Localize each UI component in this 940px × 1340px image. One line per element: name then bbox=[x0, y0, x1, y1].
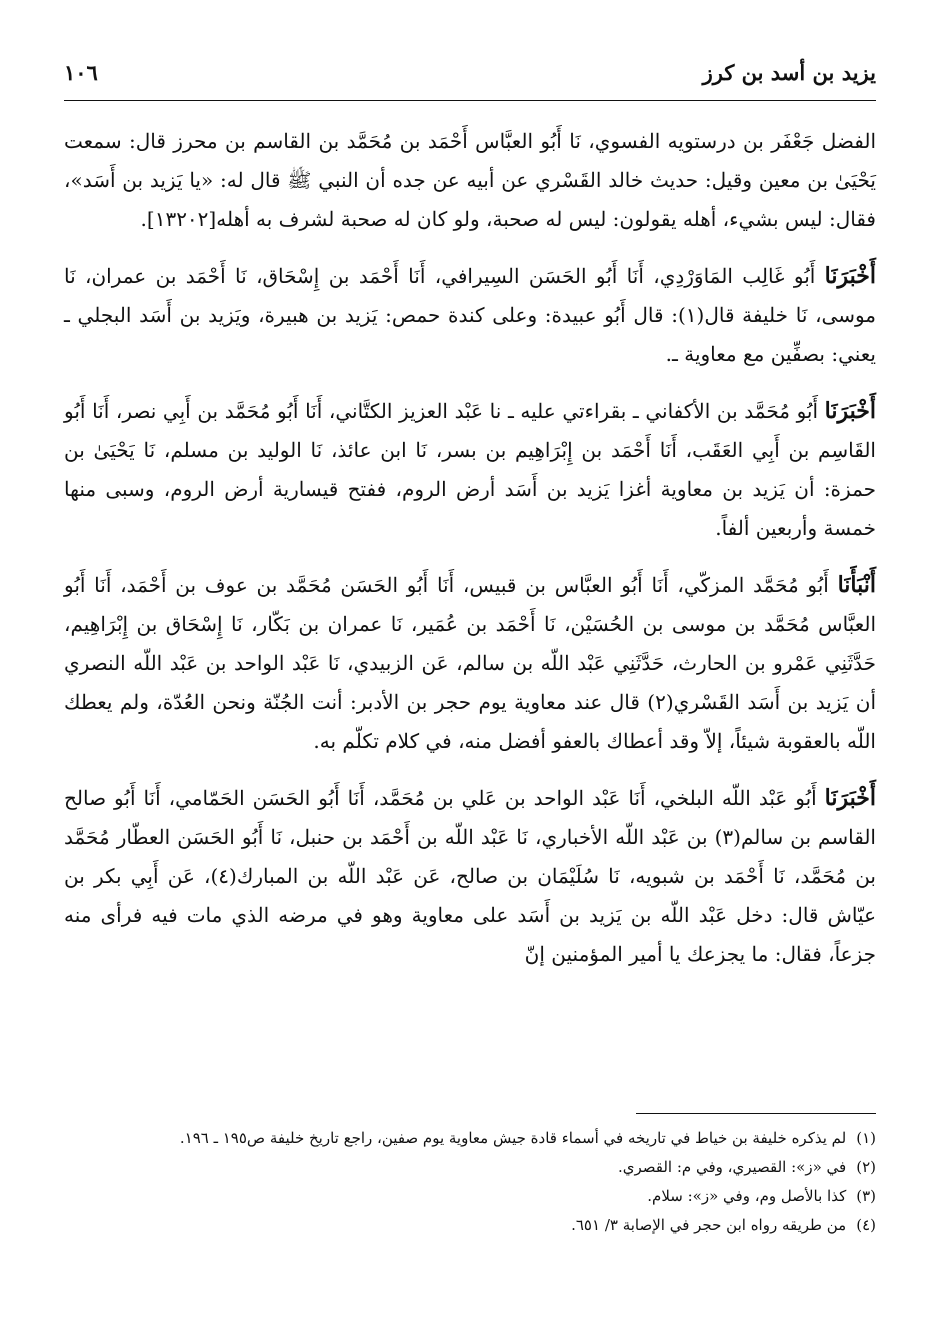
footnote-item bbox=[64, 1153, 876, 1182]
paragraph-3 bbox=[64, 392, 876, 548]
running-title: يزيد بن أسد بن كرز bbox=[702, 60, 876, 85]
paragraph-text: أَبُو غَالِب المَاوَرْدِي، أَنَا أَبُو الحَسَن السِيرافي، أَنَا أَحْمَد بن إِسْحَاق، نَا أَحْمَد بن عمران، نَا موسى، نَا خليفة قال(١): قال أَبُو عبيدة: وعلى كندة حمص: يَزيد بن هبيرة، ويَزيد بن أَسَد البجلي ـ يعني: بصفِّين مع معاوية ـ. bbox=[64, 264, 876, 366]
page-header bbox=[64, 56, 876, 101]
footnote-number: (١) bbox=[856, 1129, 876, 1147]
footnote-text: لم يذكره خليفة بن خياط في تاريخه في أسماء قادة جيش معاوية يوم صفين، راجع تاريخ خليفة ص١٩٥ ـ ١٩٦. bbox=[179, 1129, 847, 1147]
footnote-text: من طريقه رواه ابن حجر في الإصابة ٣/ ٦٥١. bbox=[571, 1216, 847, 1234]
page-number: ١٠٦ bbox=[64, 60, 98, 85]
paragraph-lead: أَخْبَرَنَا bbox=[824, 398, 876, 424]
paragraph-2 bbox=[64, 257, 876, 374]
footnote-item bbox=[64, 1182, 876, 1211]
footnotes bbox=[64, 1124, 876, 1240]
paragraph-text: الفضل جَعْفَر بن درستويه الفسوي، نَا أَبُو العبَّاس أَحْمَد بن مُحَمَّد بن القاسم بن محرز قال: سمعت يَحْيَىٰ بن معين وقيل: حديث خالد القَسْري عن أبيه عن جده أن النبي ﷺ قال له: «يا يَزيد بن أَسَد»، فقال: ليس بشيء، أهله يقولون: ليس له صحبة، ولو كان له صحبة لشرف به أهله[١٣٢٠٢]. bbox=[64, 129, 876, 231]
footnote-text: كذا بالأصل وم، وفي «ز»: سلام. bbox=[647, 1187, 847, 1205]
paragraph-4 bbox=[64, 566, 876, 761]
paragraph-lead: أَنْبَأَنَا bbox=[837, 572, 876, 598]
paragraph-text: أَبُو مُحَمَّد بن الأكفاني ـ بقراءتي عليه ـ نا عَبْد العزيز الكتَّاني، أَنَا أَبُو مُحَمَّد بن أَبِي نصر، أَنَا أَبُو القَاسِم بن أَبِي العَقَب، أَنَا أَحْمَد بن إِبْرَاهِيم بن بسر، نَا ابن عائذ، نَا الوليد بن مسلم، نَا يَحْيَىٰ بن حمزة: أن يَزيد بن معاوية أغزا يَزيد بن أَسَد أرض الروم، ففتح قيسارية أرض الروم، وسبى منها خمسة وأربعين ألفاً. bbox=[64, 399, 876, 540]
footnote-text: في «ز»: القصيري، وفي م: القصري. bbox=[617, 1158, 847, 1176]
paragraph-1 bbox=[64, 122, 876, 239]
footnote-number: (٣) bbox=[856, 1187, 876, 1205]
footnote-number: (٤) bbox=[856, 1216, 876, 1234]
paragraph-5 bbox=[64, 779, 876, 974]
footnote-item bbox=[64, 1211, 876, 1240]
paragraph-lead: أَخْبَرَنَا bbox=[824, 785, 876, 811]
footnote-divider bbox=[636, 1113, 876, 1114]
paragraph-text: أَبُو مُحَمَّد المزكّي، أَنَا أَبُو العبَّاس بن قبيس، أَنَا أَبُو الحَسَن مُحَمَّد بن عوف بن أَحْمَد، أَنَا أَبُو العبَّاس مُحَمَّد بن موسى بن الحُسَيْن، نَا أَحْمَد بن عُمَير، نَا عمران بن بَكّار، نَا إِسْحَاق بن إِبْرَاهِيم، حَدَّثَنِي عَمْرو بن الحارث، حَدَّثَنِي عَبْد اللّه بن سالم، عَن الزبيدي، نَا عَبْد الواحد بن عَبْد اللّه النصري أن يَزيد بن أَسَد القَسْري(٢) قال عند معاوية يوم حجر بن الأدبر: أنت الجُنّة ونحن العُدّة، ولم يعطك اللّه بالعقوبة شيئاً، إلاّ وقد أعطاك بالعفو أفضل منه، في كلام تكلّم به. bbox=[64, 573, 876, 753]
footnote-number: (٢) bbox=[856, 1158, 876, 1176]
footnote-item bbox=[64, 1124, 876, 1153]
paragraph-lead: أَخْبَرَنَا bbox=[824, 263, 876, 289]
paragraph-text: أَبُو عَبْد اللّه البلخي، أَنَا عَبْد الواحد بن عَلي بن مُحَمَّد، أَنَا أَبُو الحَسَن الحَمّامي، أَنَا أَبُو صالح القاسم بن سالم(٣) بن عَبْد اللّه الأخباري، نَا عَبْد اللّه بن أَحْمَد بن حنبل، نَا أَبُو الحَسَن العطّار مُحَمَّد بن مُحَمَّد، نَا أَحْمَد بن شبويه، نَا سُلَيْمَان بن صالح، عَن عَبْد اللّه بن المبارك(٤)، عَن أَبِي بكر بن عيّاش قال: دخل عَبْد اللّه بن يَزيد بن أَسَد على معاوية وهو في مرضه الذي مات فيه فرأى منه جزعاً، فقال: ما يجزعك يا أمير المؤمنين إنّ bbox=[64, 786, 876, 966]
main-text bbox=[64, 122, 876, 992]
